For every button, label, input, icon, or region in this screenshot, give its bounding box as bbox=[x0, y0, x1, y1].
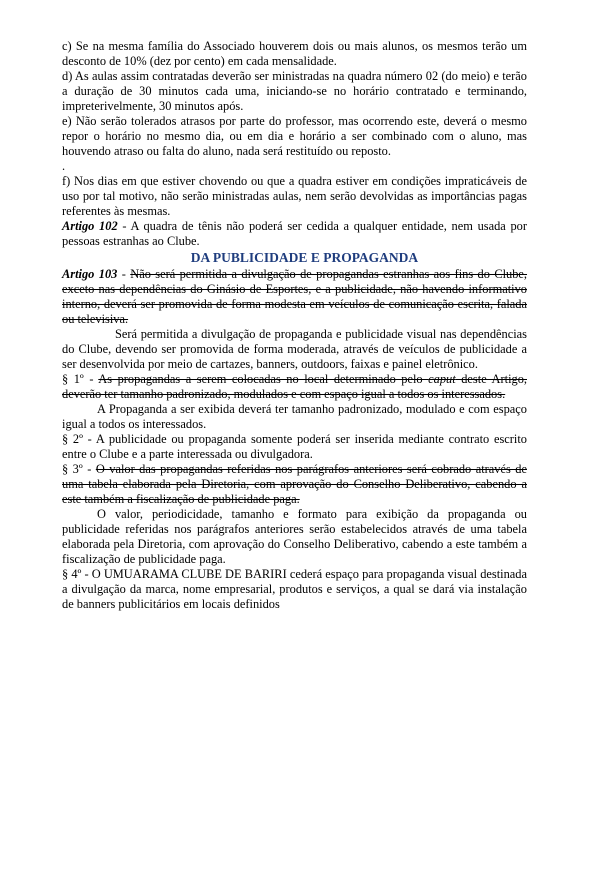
paragrafo-4-paragraph bbox=[62, 567, 527, 612]
stray-dot-line: . bbox=[62, 159, 66, 173]
paragrafo-2-label: § 2º bbox=[62, 432, 83, 446]
paragrafo-1-paragraph bbox=[62, 372, 527, 402]
paragrafo-3-paragraph bbox=[62, 462, 527, 507]
paragrafo-3-struck-text: O valor das propagandas referidas nos parágrafos anteriores será cobrado através de uma tabela elaborada pela Diretoria, com aprovação do Conselho Deliberativo, cabendo a este também a fiscalização de publicidade paga. bbox=[62, 462, 527, 506]
paragrafo-3-label: § 3º bbox=[62, 462, 83, 476]
paragrafo-4-text: - O UMUARAMA CLUBE DE BARIRI cederá espaço para propaganda visual destinada a divulgação da marca, nome empresarial, produtos e serviços, a qual se dará via instalação de banners publicitários em locais definidos bbox=[62, 567, 527, 611]
artigo-102-label: Artigo 102 bbox=[62, 219, 118, 233]
section-heading-publicidade: DA PUBLICIDADE E PROPAGANDA bbox=[190, 250, 419, 265]
clause-c-paragraph: c) Se na mesma família do Associado houverem dois ou mais alunos, os mesmos terão um desconto de 10% (dez por cento) em cada mensalidade. bbox=[62, 39, 527, 68]
artigo-103-separator: - bbox=[117, 267, 131, 281]
artigo-103-struck-text: Não será permitida a divulgação de propagandas estranhas aos fins do Clube, exceto nas dependências do Ginásio de Esportes, e a publicidade, não havendo informativo interno, deverá ser promovida de forma modesta em veículos de comunicação escrita, falada ou televisiva. bbox=[62, 267, 528, 326]
paragrafo-1-struck-after-caput: deste Artigo, deverão ter tamanho padronizado, modulados e com espaço igual a todos os interessados. bbox=[62, 372, 527, 401]
artigo-103-replacement-paragraph: Será permitida a divulgação de propaganda e publicidade visual nas dependências do Clube, devendo ser promovida de forma moderada, através de veículos de publicidade a ser desenvolvida por meio de cartazes, banners, outdoors, faixas e painel eletrônico. bbox=[62, 327, 527, 371]
paragrafo-1-caput-word: caput bbox=[428, 372, 456, 386]
clause-d-paragraph: d) As aulas assim contratadas deverão ser ministradas na quadra número 02 (do meio) e terão a duração de 30 minutos cada uma, iniciando-se no horário contratado e terminando, impreterivelmente, 30 minutos após. bbox=[62, 69, 527, 113]
paragrafo-1-label: § 1º bbox=[62, 372, 84, 386]
artigo-102-text: - A quadra de tênis não poderá ser cedida a qualquer entidade, nem usada por pessoas estranhas ao Clube. bbox=[62, 219, 528, 248]
paragrafo-1-struck-text bbox=[62, 372, 527, 401]
paragrafo-1-replacement-paragraph: A Propaganda a ser exibida deverá ter tamanho padronizado, modulado e com espaço igual a todos os interessados. bbox=[62, 402, 527, 431]
paragrafo-3-separator: - bbox=[82, 462, 96, 476]
artigo-102-paragraph bbox=[62, 219, 527, 249]
artigo-103-label: Artigo 103 bbox=[62, 267, 118, 281]
clause-f-paragraph: f) Nos dias em que estiver chovendo ou que a quadra estiver em condições impraticáveis de uso por tal motivo, não serão ministradas aulas, nem serão devolvidas as importâncias pagas referentes às mesmas. bbox=[62, 174, 527, 218]
paragrafo-2-text: - A publicidade ou propaganda somente poderá ser inserida mediante contrato escrito entre o Clube e a parte interessada ou divulgadora. bbox=[62, 432, 527, 461]
paragrafo-1-struck-before-caput: As propagandas a serem colocadas no local determinado pelo bbox=[98, 372, 429, 386]
artigo-103-paragraph bbox=[62, 267, 527, 327]
paragrafo-4-label: § 4º bbox=[62, 567, 82, 581]
paragrafo-2-paragraph bbox=[62, 432, 527, 462]
paragrafo-1-separator: - bbox=[83, 372, 99, 386]
clause-e-paragraph: e) Não serão tolerados atrasos por parte do professor, mas ocorrendo este, deverá o mesmo repor o horário no mesmo dia, ou em dia e horário a ser combinado com o aluno, mas houvendo atraso ou falta do aluno, nada será restituído ou reposto. bbox=[62, 114, 527, 158]
paragrafo-3-replacement-paragraph: O valor, periodicidade, tamanho e formato para exibição da propaganda ou publicidade referidas nos parágrafos anteriores serão estabelecidos através de uma tabela elaborada pela Diretoria, com aprovação do Conselho Deliberativo, cabendo a este também a fiscalização de publicidade paga. bbox=[62, 507, 527, 566]
document-body bbox=[62, 39, 527, 612]
